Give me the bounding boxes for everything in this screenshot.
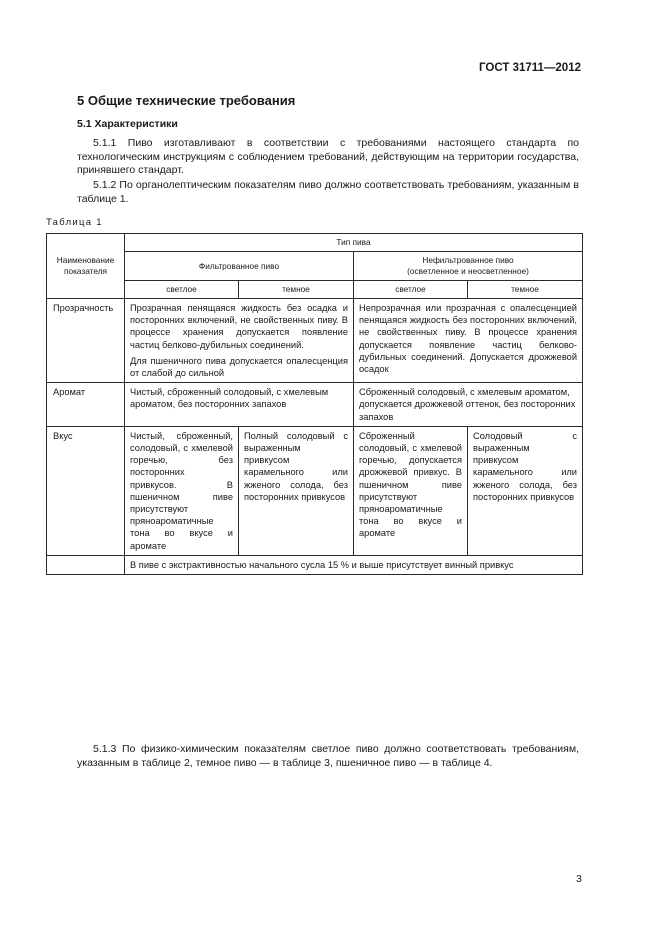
clarity-filtered-wheat-text: Для пшеничного пива допускается опалесценция от слабой до сильной <box>130 355 348 379</box>
paragraph-5-1-3 <box>77 743 579 770</box>
header-filtered: Фильтрованное пиво <box>125 252 354 281</box>
table-row <box>47 383 583 427</box>
paragraph-5-1-3-text: 5.1.3 По физико-химическим показателям светлое пиво должно соответствовать требованиям, указанным в таблице 2, темное пиво — в таблице 3, пшеничное пиво — в таблице 4. <box>77 743 579 769</box>
taste-unfiltered-light: Сброженный солодовый, с хмелевой горечью, допускается дрожжевой привкус. В пшеничном пиве присутствуют пряноароматичные тона во вкусе и аромате <box>354 426 468 555</box>
header-filtered-dark: темное <box>239 281 354 299</box>
taste-unfiltered-dark: Солодовый с выраженным привкусом карамельного или жженого солода, без посторонних привкусов <box>468 426 583 555</box>
header-unfiltered-dark: темное <box>468 281 583 299</box>
table-row <box>47 299 583 383</box>
row-name-taste: Вкус <box>47 426 125 555</box>
table-caption: Таблица 1 <box>46 217 103 228</box>
header-unfiltered-line1: Нефильтрованное пиво <box>422 255 514 265</box>
table-row <box>47 426 583 555</box>
header-filtered-light: светлое <box>125 281 239 299</box>
document-code: ГОСТ 31711—2012 <box>479 62 581 74</box>
aroma-unfiltered: Сброженный солодовый, с хмелевым ароматом, допускается дрожжевой оттенок, без посторонних запахов <box>354 383 583 427</box>
clarity-filtered <box>125 299 354 383</box>
table-header-row <box>47 281 583 299</box>
aroma-filtered: Чистый, сброженный солодовый, с хмелевым ароматом, без посторонних запахов <box>125 383 354 427</box>
paragraph-5-1-2-text: 5.1.2 По органолептическим показателям пиво должно соответствовать требованиям, указанным в таблице 1. <box>77 179 579 205</box>
organoleptic-table <box>46 233 583 575</box>
row-name-aroma: Аромат <box>47 383 125 427</box>
taste-filtered-dark: Полный солодовый с выраженным привкусом карамельного или жженого солода, без посторонних привкусов <box>239 426 354 555</box>
clarity-filtered-text: Прозрачная пенящаяся жидкость без осадка и посторонних включений, не свойственных пиву. В процессе хранения допускается появление частиц белково-дубильных соединений. <box>130 303 348 350</box>
taste-filtered-light: Чистый, сброженный, солодовый, с хмелевой горечью, без посторонних привкусов. В пшеничном пиве присутствуют пряноароматичные тона во вкусе и аромате <box>125 426 239 555</box>
table-header-row <box>47 234 583 252</box>
page-number: 3 <box>576 873 582 885</box>
header-unfiltered-light: светлое <box>354 281 468 299</box>
paragraph-5-1-1-text: 5.1.1 Пиво изготавливают в соответствии с требованиями настоящего стандарта по технологическим инструкциям с соблюдением требований, действующим на территории государства, принявшего стандарт. <box>77 137 579 177</box>
row-name-clarity: Прозрачность <box>47 299 125 383</box>
note-empty-cell <box>47 555 125 574</box>
paragraph-5-1-1 <box>77 137 579 178</box>
header-unfiltered <box>354 252 583 281</box>
taste-note: В пиве с экстрактивностью начального сусла 15 % и выше присутствует винный привкус <box>125 555 583 574</box>
header-beer-type: Тип пива <box>125 234 583 252</box>
subsection-title: 5.1 Характеристики <box>77 118 178 130</box>
header-unfiltered-line2: (осветленное и неосветленное) <box>407 266 529 276</box>
header-indicator: Наименование показателя <box>47 234 125 299</box>
table-row <box>47 555 583 574</box>
paragraph-5-1-2 <box>77 179 579 206</box>
table-header-row <box>47 252 583 281</box>
clarity-unfiltered: Непрозрачная или прозрачная с опалесценцией пенящаяся жидкость без посторонних включений, не свойственных пиву. В процессе хранения допускается появление частиц белково-дубильных соединений. Допускается дрожжевой осадок <box>354 299 583 383</box>
section-title: 5 Общие технические требования <box>77 93 296 108</box>
